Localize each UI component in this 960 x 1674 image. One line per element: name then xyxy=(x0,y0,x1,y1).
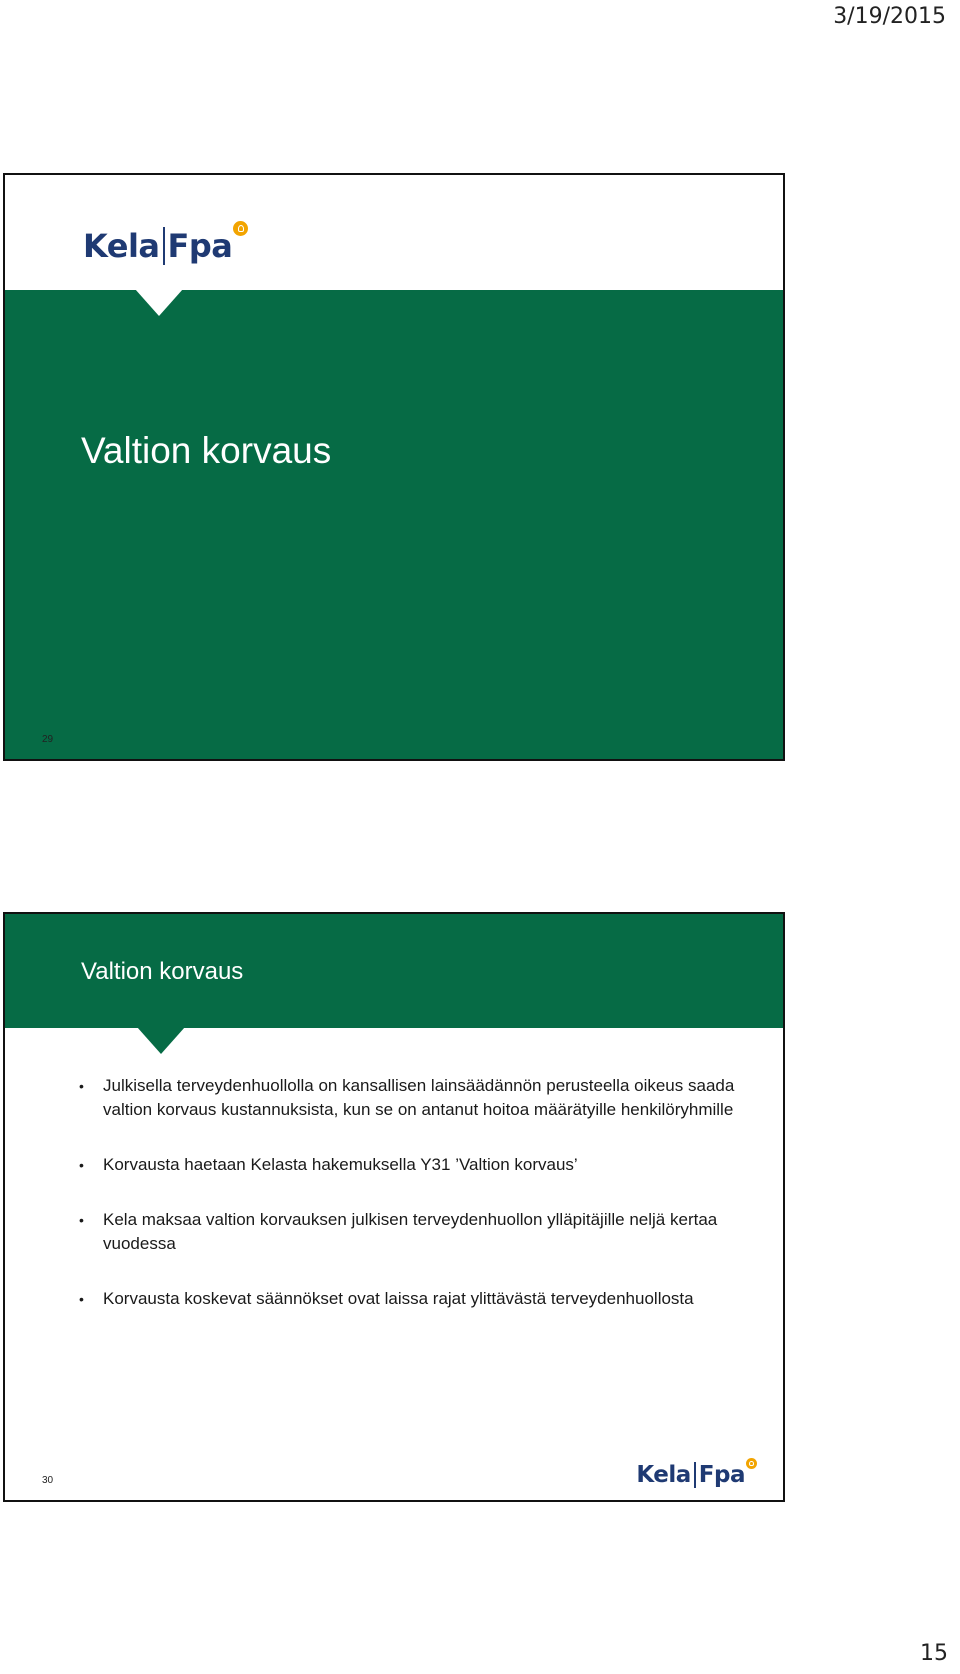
kela-crest-icon xyxy=(233,221,248,236)
bullet-item: • Julkisella terveydenhuollolla on kansallisen lainsäädännön perusteella oikeus saada valtion korvaus kustannuksista, kun se on antanut hoitoa määrätyille henkilöryhmille xyxy=(77,1074,757,1122)
print-date: 3/19/2015 xyxy=(833,4,946,29)
title-bar-notch xyxy=(137,1027,185,1054)
slide-number: 30 xyxy=(42,1475,54,1486)
slide-title: Valtion korvaus xyxy=(81,430,332,471)
slide-title: Valtion korvaus xyxy=(81,958,244,985)
logo-text-fpa: Fpa xyxy=(698,1462,745,1488)
bullet-item: • Kela maksaa valtion korvauksen julkisen terveydenhuollon ylläpitäjille neljä kertaa vuodessa xyxy=(77,1208,757,1256)
kela-crest-icon xyxy=(746,1458,757,1469)
logo-text-kela: Kela xyxy=(83,227,160,265)
logo-separator xyxy=(163,227,165,265)
slide-number: 29 xyxy=(42,734,54,745)
page-number: 15 xyxy=(920,1641,948,1666)
bullet-item: • Korvausta koskevat säännökset ovat laissa rajat ylittävästä terveydenhuollosta xyxy=(77,1287,757,1311)
slide-29 xyxy=(3,173,785,761)
header-notch xyxy=(135,289,183,316)
slide-30 xyxy=(3,912,785,1502)
bullet-list xyxy=(77,1074,757,1342)
logo-text-kela: Kela xyxy=(636,1462,691,1488)
kela-fpa-logo xyxy=(636,1462,745,1488)
bullet-item: • Korvausta haetaan Kelasta hakemuksella Y31 ’Valtion korvaus’ xyxy=(77,1153,757,1177)
logo-separator xyxy=(694,1462,696,1488)
kela-fpa-logo xyxy=(83,227,232,265)
green-title-panel xyxy=(5,290,783,759)
logo-text-fpa: Fpa xyxy=(167,227,233,265)
